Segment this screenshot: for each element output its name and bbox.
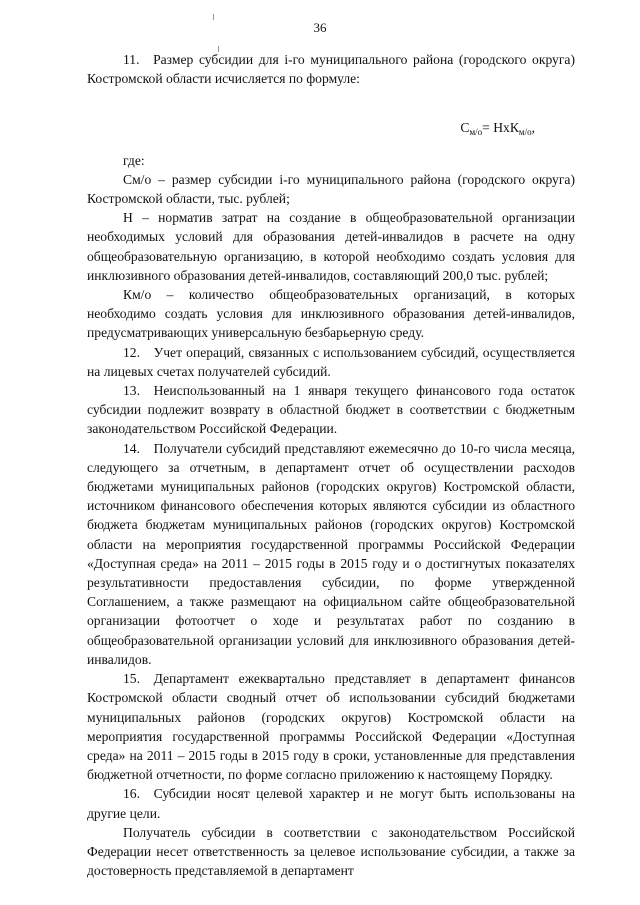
definition-h: Н – норматив затрат на создание в общеобразовательной организации необходимых условий для образования детей-инвалидов в расчете на одну общеобразовательную организацию, в которой необходимо создать условия для инклюзивного образования детей-инвалидов, составляющий 200,0 тыс. рублей; xyxy=(87,210,575,283)
paragraph-11: 11. Размер субсидии для i-го муниципального района (городского округа) Костромской области исчисляется по формуле: xyxy=(87,52,575,87)
paragraph-17: Получатель субсидии в соответствии с законодательством Российской Федерации несет ответственность за целевое использование субсидии, а также за достоверность представляемой в департамент xyxy=(87,824,575,879)
paragraph-14: 14. Получатели субсидий представляют ежемесячно до 10-го числа месяца, следующего за отчетным, в департамент отчет об осуществлении расходов бюджетами муниципальных районов (городских округов) Костромской области, источником финансового обеспечения которых являются субсидии из областного бюджета бюджетам муниципальных районов (городских округов) Костромской области на мероприятия государственной программы Российской Федерации «Доступная среда» на 2011 – 2015 годы в 2015 году и о достигнутых показателях результативности предоставления субсидии, по форме утвержденной Соглашением, а также размещают на официальном сайте общеобразовательной организации фотоотчет о ходе и результатах работ по созданию в общеобразовательной организации условий для инклюзивного образования детей-инвалидов. xyxy=(87,440,575,667)
formula xyxy=(87,118,575,142)
formula-end: , xyxy=(531,120,535,136)
document-body xyxy=(87,50,575,880)
formula-lhs-sub: м/о xyxy=(469,127,483,138)
paragraph-12: 12. Учет операций, связанных с использованием субсидий, осуществляется на лицевых счетах получателей субсидий. xyxy=(87,344,575,379)
definition-kmo: Км/о – количество общеобразовательных организаций, в которых необходимо создать условия для инклюзивного образования детей-инвалидов, предусматривающих универсальную безбарьерную среду. xyxy=(87,287,575,341)
formula-rhs-sub: м/о xyxy=(518,127,532,138)
formula-lhs: С xyxy=(460,120,470,136)
paragraph-13: 13. Неиспользованный на 1 января текущего финансового года остаток субсидии подлежит возврату в областной бюджет в соответствии с бюджетным законодательством Российской Федерации. xyxy=(87,383,575,437)
paragraph-15: 15. Департамент ежеквартально представляет в департамент финансов Костромской области сводный отчет об использовании субсидий бюджетами муниципальных районов (городских округов) Костромской области на мероприятия государственной программы Российской Федерации «Доступная среда» на 2011 – 2015 годы в 2015 году в сроки, установленные для представления бюджетной отчетности, по форме согласно приложению к настоящему Порядку. xyxy=(87,671,575,783)
definition-cmo: См/о – размер субсидии i-го муниципального района (городского округа) Костромской области, тыс. рублей; xyxy=(87,171,575,207)
where-label: где: xyxy=(123,152,145,168)
formula-eq: = НхК xyxy=(482,120,519,136)
paragraph-16: 16. Субсидии носят целевой характер и не могут быть использованы на другие цели. xyxy=(87,786,575,821)
page-number: 36 xyxy=(313,20,327,35)
